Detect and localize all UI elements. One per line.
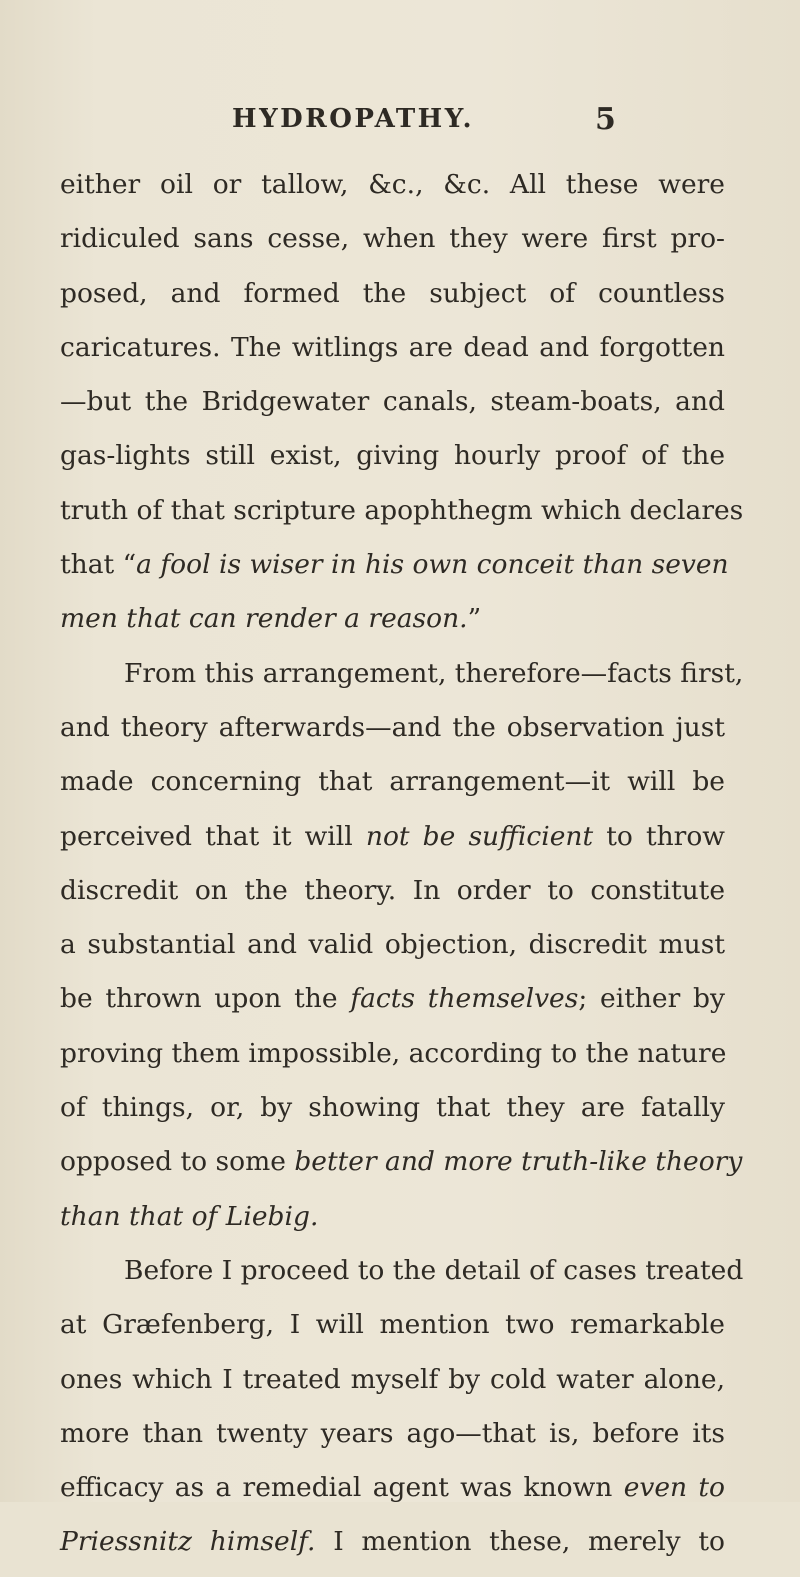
text-line: efficacy as a remedial agent was known even to	[60, 1472, 725, 1504]
text-line: truth of that scripture apophthegm which declares	[60, 494, 744, 526]
text-line: more than twenty years ago—that is, before its	[60, 1417, 725, 1449]
text-line: at Græfenberg, I will mention two remarkable	[60, 1309, 725, 1341]
text-line: Before I proceed to the detail of cases treated	[124, 1254, 744, 1286]
text-line: discredit on the theory. In order to constitute	[60, 874, 725, 906]
text-line: be thrown upon the facts themselves; either by	[60, 983, 725, 1015]
text-line: of things, or, by showing that they are fatally	[60, 1092, 725, 1124]
text-line: than that of Liebig.	[60, 1200, 319, 1232]
text-line: gas-lights still exist, giving hourly proof of the	[60, 440, 725, 472]
text-line: proving them impossible, according to the nature	[60, 1037, 727, 1069]
text-line: ones which I treated myself by cold water alone,	[60, 1363, 725, 1395]
text-line: caricatures. The witlings are dead and forgotten	[60, 331, 725, 363]
text-line: From this arrangement, therefore—facts first,	[124, 657, 744, 689]
text-line: posed, and formed the subject of countless	[60, 277, 725, 309]
text-line: made concerning that arrangement—it will be	[60, 766, 725, 798]
text-line: a substantial and valid objection, discredit must	[60, 929, 725, 961]
body-text	[60, 165, 744, 1577]
page-header	[0, 104, 800, 138]
text-line: ridiculed sans cesse, when they were first pro-	[60, 223, 725, 255]
text-line: —but the Bridgewater canals, steam-boats, and	[60, 386, 725, 418]
text-line: that “a fool is wiser in his own conceit than seven	[60, 549, 729, 581]
page-number: 5	[595, 102, 616, 137]
text-line: either oil or tallow, &c., &c. All these were	[60, 169, 725, 200]
text-line: Priessnitz himself. I mention these, merely to	[60, 1526, 725, 1558]
text-line: men that can render a reason.”	[60, 603, 482, 635]
text-line: opposed to some better and more truth-like theory	[60, 1146, 743, 1178]
running-head: HYDROPATHY.	[232, 104, 475, 134]
text-line: and theory afterwards—and the observation just	[60, 711, 725, 743]
text-line: perceived that it will not be sufficient to throw	[60, 820, 725, 852]
